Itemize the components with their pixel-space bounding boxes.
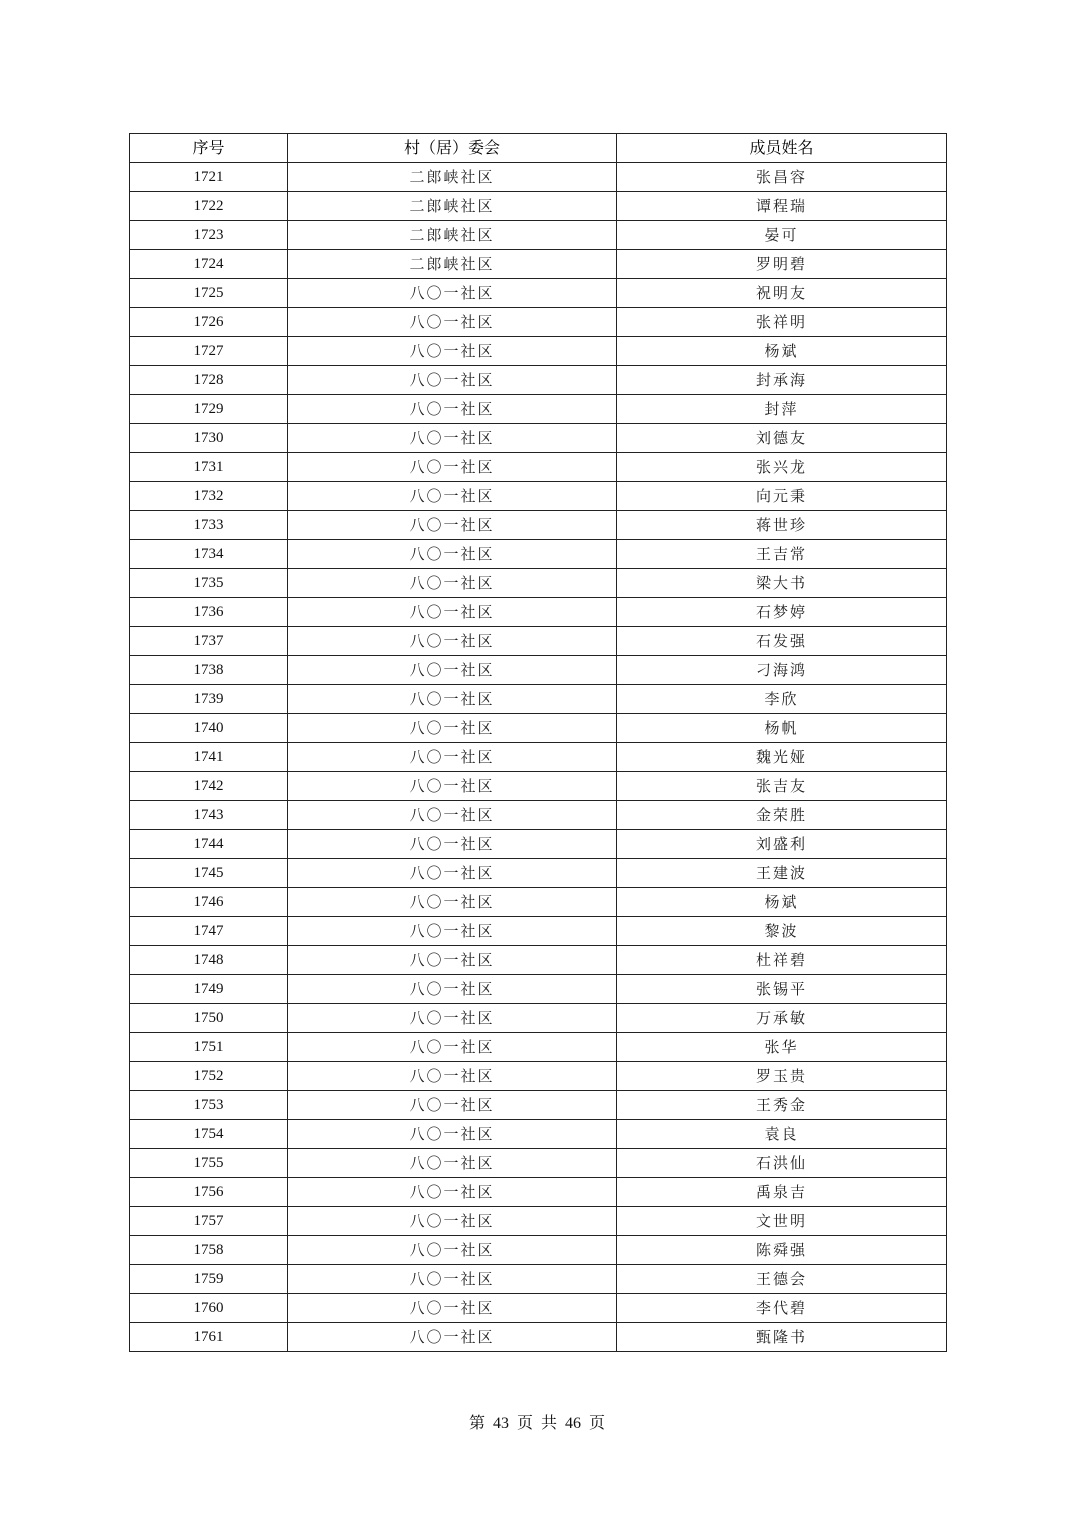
cell-serial-number: 1730 (130, 424, 288, 453)
table-row (130, 743, 947, 772)
table-row (130, 1120, 947, 1149)
footer-total-pages: 46 (565, 1415, 582, 1432)
table-row (130, 279, 947, 308)
cell-member-name: 晏可 (617, 221, 947, 250)
cell-serial-number: 1733 (130, 511, 288, 540)
cell-member-name: 黎波 (617, 917, 947, 946)
cell-member-name: 石发强 (617, 627, 947, 656)
cell-member-name: 罗明碧 (617, 250, 947, 279)
cell-serial-number: 1736 (130, 598, 288, 627)
cell-serial-number: 1758 (130, 1236, 288, 1265)
cell-member-name: 王秀金 (617, 1091, 947, 1120)
table-row (130, 308, 947, 337)
footer-page-word: 页 (516, 1415, 533, 1432)
table-row (130, 1178, 947, 1207)
table-row (130, 540, 947, 569)
header-committee: 村（居）委会 (288, 134, 617, 163)
cell-member-name: 向元秉 (617, 482, 947, 511)
cell-serial-number: 1757 (130, 1207, 288, 1236)
cell-serial-number: 1744 (130, 830, 288, 859)
cell-member-name: 李欣 (617, 685, 947, 714)
table-row (130, 714, 947, 743)
cell-serial-number: 1723 (130, 221, 288, 250)
table-row (130, 685, 947, 714)
table-row (130, 627, 947, 656)
table-row (130, 221, 947, 250)
table-row (130, 830, 947, 859)
table-row (130, 163, 947, 192)
cell-committee: 二郎峡社区 (288, 163, 617, 192)
cell-committee: 八〇一社区 (288, 859, 617, 888)
table-row (130, 772, 947, 801)
table-row (130, 917, 947, 946)
cell-committee: 八〇一社区 (288, 1207, 617, 1236)
cell-serial-number: 1739 (130, 685, 288, 714)
cell-serial-number: 1753 (130, 1091, 288, 1120)
cell-member-name: 罗玉贵 (617, 1062, 947, 1091)
cell-committee: 八〇一社区 (288, 1323, 617, 1352)
cell-committee: 八〇一社区 (288, 337, 617, 366)
cell-committee: 八〇一社区 (288, 511, 617, 540)
cell-committee: 八〇一社区 (288, 1004, 617, 1033)
cell-committee: 八〇一社区 (288, 801, 617, 830)
cell-member-name: 刁海鸿 (617, 656, 947, 685)
cell-member-name: 文世明 (617, 1207, 947, 1236)
cell-committee: 二郎峡社区 (288, 192, 617, 221)
cell-committee: 八〇一社区 (288, 1149, 617, 1178)
cell-serial-number: 1742 (130, 772, 288, 801)
table-row (130, 337, 947, 366)
table-row (130, 946, 947, 975)
cell-member-name: 封承海 (617, 366, 947, 395)
table-row (130, 366, 947, 395)
table-row (130, 250, 947, 279)
cell-committee: 八〇一社区 (288, 714, 617, 743)
cell-member-name: 陈舜强 (617, 1236, 947, 1265)
cell-member-name: 王建波 (617, 859, 947, 888)
table-body (130, 163, 947, 1352)
table-row (130, 975, 947, 1004)
cell-serial-number: 1721 (130, 163, 288, 192)
cell-member-name: 石洪仙 (617, 1149, 947, 1178)
cell-serial-number: 1726 (130, 308, 288, 337)
cell-committee: 八〇一社区 (288, 1062, 617, 1091)
cell-member-name: 张吉友 (617, 772, 947, 801)
cell-serial-number: 1741 (130, 743, 288, 772)
footer-current-page: 43 (492, 1415, 509, 1432)
table-row (130, 598, 947, 627)
cell-serial-number: 1735 (130, 569, 288, 598)
cell-serial-number: 1752 (130, 1062, 288, 1091)
table-row (130, 656, 947, 685)
cell-member-name: 金荣胜 (617, 801, 947, 830)
cell-member-name: 刘盛利 (617, 830, 947, 859)
cell-member-name: 谭程瑞 (617, 192, 947, 221)
cell-committee: 八〇一社区 (288, 1294, 617, 1323)
cell-serial-number: 1745 (130, 859, 288, 888)
cell-member-name: 王吉常 (617, 540, 947, 569)
cell-member-name: 刘德友 (617, 424, 947, 453)
cell-member-name: 杨斌 (617, 888, 947, 917)
table-row (130, 395, 947, 424)
table-row (130, 1149, 947, 1178)
cell-serial-number: 1727 (130, 337, 288, 366)
cell-member-name: 杜祥碧 (617, 946, 947, 975)
cell-serial-number: 1740 (130, 714, 288, 743)
cell-committee: 八〇一社区 (288, 366, 617, 395)
cell-committee: 八〇一社区 (288, 917, 617, 946)
cell-serial-number: 1729 (130, 395, 288, 424)
cell-member-name: 禹泉吉 (617, 1178, 947, 1207)
cell-serial-number: 1759 (130, 1265, 288, 1294)
cell-committee: 八〇一社区 (288, 1120, 617, 1149)
cell-committee: 八〇一社区 (288, 1033, 617, 1062)
table-row (130, 1294, 947, 1323)
cell-committee: 八〇一社区 (288, 1178, 617, 1207)
table-row (130, 888, 947, 917)
cell-serial-number: 1737 (130, 627, 288, 656)
cell-serial-number: 1728 (130, 366, 288, 395)
cell-member-name: 杨帆 (617, 714, 947, 743)
cell-serial-number: 1754 (130, 1120, 288, 1149)
cell-committee: 八〇一社区 (288, 308, 617, 337)
table-row (130, 1236, 947, 1265)
cell-serial-number: 1760 (130, 1294, 288, 1323)
cell-serial-number: 1755 (130, 1149, 288, 1178)
cell-committee: 八〇一社区 (288, 946, 617, 975)
cell-member-name: 蒋世珍 (617, 511, 947, 540)
cell-member-name: 甄隆书 (617, 1323, 947, 1352)
member-table (129, 133, 947, 1352)
cell-member-name: 张祥明 (617, 308, 947, 337)
cell-member-name: 张锡平 (617, 975, 947, 1004)
table-row (130, 801, 947, 830)
table-header-row (130, 134, 947, 163)
cell-serial-number: 1751 (130, 1033, 288, 1062)
cell-serial-number: 1747 (130, 917, 288, 946)
cell-member-name: 万承敏 (617, 1004, 947, 1033)
cell-member-name: 石梦婷 (617, 598, 947, 627)
table-row (130, 1091, 947, 1120)
cell-serial-number: 1724 (130, 250, 288, 279)
table-row (130, 1004, 947, 1033)
cell-committee: 八〇一社区 (288, 1265, 617, 1294)
cell-committee: 八〇一社区 (288, 540, 617, 569)
cell-member-name: 张兴龙 (617, 453, 947, 482)
cell-committee: 八〇一社区 (288, 772, 617, 801)
page-footer (0, 1410, 1074, 1433)
cell-committee: 八〇一社区 (288, 1091, 617, 1120)
cell-member-name: 魏光娅 (617, 743, 947, 772)
cell-serial-number: 1743 (130, 801, 288, 830)
cell-committee: 八〇一社区 (288, 279, 617, 308)
table-row (130, 859, 947, 888)
cell-committee: 二郎峡社区 (288, 250, 617, 279)
cell-serial-number: 1738 (130, 656, 288, 685)
cell-serial-number: 1725 (130, 279, 288, 308)
cell-member-name: 祝明友 (617, 279, 947, 308)
table-row (130, 1062, 947, 1091)
table-row (130, 1265, 947, 1294)
cell-member-name: 封萍 (617, 395, 947, 424)
cell-serial-number: 1722 (130, 192, 288, 221)
cell-committee: 八〇一社区 (288, 598, 617, 627)
cell-serial-number: 1756 (130, 1178, 288, 1207)
cell-committee: 八〇一社区 (288, 656, 617, 685)
cell-member-name: 袁良 (617, 1120, 947, 1149)
cell-committee: 八〇一社区 (288, 627, 617, 656)
cell-committee: 八〇一社区 (288, 482, 617, 511)
table-row (130, 424, 947, 453)
table-row (130, 569, 947, 598)
cell-committee: 八〇一社区 (288, 888, 617, 917)
table-row (130, 453, 947, 482)
cell-committee: 八〇一社区 (288, 569, 617, 598)
footer-total-word: 共 (541, 1415, 558, 1432)
cell-committee: 八〇一社区 (288, 1236, 617, 1265)
cell-serial-number: 1749 (130, 975, 288, 1004)
cell-committee: 八〇一社区 (288, 830, 617, 859)
cell-serial-number: 1734 (130, 540, 288, 569)
cell-serial-number: 1731 (130, 453, 288, 482)
cell-member-name: 杨斌 (617, 337, 947, 366)
table-row (130, 192, 947, 221)
table-row (130, 1323, 947, 1352)
cell-member-name: 王德会 (617, 1265, 947, 1294)
cell-member-name: 张华 (617, 1033, 947, 1062)
cell-committee: 八〇一社区 (288, 395, 617, 424)
cell-committee: 八〇一社区 (288, 685, 617, 714)
header-serial-number: 序号 (130, 134, 288, 163)
header-member-name: 成员姓名 (617, 134, 947, 163)
table-row (130, 482, 947, 511)
cell-member-name: 李代碧 (617, 1294, 947, 1323)
table-row (130, 1033, 947, 1062)
cell-member-name: 张昌容 (617, 163, 947, 192)
cell-serial-number: 1748 (130, 946, 288, 975)
cell-serial-number: 1732 (130, 482, 288, 511)
cell-committee: 二郎峡社区 (288, 221, 617, 250)
cell-serial-number: 1750 (130, 1004, 288, 1033)
cell-committee: 八〇一社区 (288, 743, 617, 772)
cell-serial-number: 1746 (130, 888, 288, 917)
cell-member-name: 梁大书 (617, 569, 947, 598)
cell-committee: 八〇一社区 (288, 975, 617, 1004)
table-row (130, 1207, 947, 1236)
footer-suffix: 页 (589, 1415, 606, 1432)
table-row (130, 511, 947, 540)
cell-committee: 八〇一社区 (288, 453, 617, 482)
cell-committee: 八〇一社区 (288, 424, 617, 453)
cell-serial-number: 1761 (130, 1323, 288, 1352)
footer-prefix: 第 (468, 1415, 485, 1432)
